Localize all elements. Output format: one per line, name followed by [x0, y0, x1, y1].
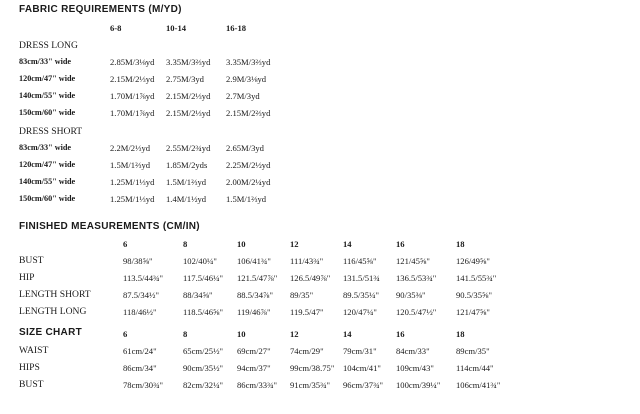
size-chart-header-6: 6	[123, 329, 128, 339]
measurements-cell: 121/45⅝"	[396, 256, 430, 266]
measurements-cell: 141.5/55¾"	[456, 273, 497, 283]
size-chart-title: SIZE CHART	[19, 327, 82, 338]
fabric-cell: 1.5M/1⅔yd	[226, 194, 267, 204]
fabric-cell: 1.70M/1⅞yd	[110, 91, 155, 101]
size-chart-cell: 84cm/33"	[396, 346, 430, 356]
fabric-row-label: 150cm/60" wide	[19, 108, 76, 117]
fabric-row-label: 140cm/55" wide	[19, 91, 76, 100]
measurements-cell: 121.5/47⅞"	[237, 273, 278, 283]
size-chart-cell: 61cm/24"	[123, 346, 157, 356]
size-chart-cell: 82cm/32¼"	[183, 380, 224, 390]
measurements-header-8: 8	[183, 239, 188, 249]
size-chart-cell: 100cm/39¼"	[396, 380, 441, 390]
measurements-cell: 88/34⅝"	[183, 290, 213, 300]
measurements-cell: 89/35"	[290, 290, 314, 300]
size-chart-cell: 104cm/41"	[343, 363, 381, 373]
size-chart-header-8: 8	[183, 329, 188, 339]
fabric-cell: 2.75M/3yd	[166, 74, 204, 84]
measurements-cell: 126/49⅝"	[456, 256, 490, 266]
fabric-cell: 3.35M/3⅔yd	[226, 57, 271, 67]
fabric-cell: 2.9M/3⅛yd	[226, 74, 267, 84]
fabric-cell: 2.65M/3yd	[226, 143, 264, 153]
size-chart-header-14: 14	[343, 329, 352, 339]
measurements-row-label-bust: BUST	[19, 255, 44, 266]
size-chart-cell: 86cm/34"	[123, 363, 157, 373]
fabric-cell: 1.5M/1⅔yd	[166, 177, 207, 187]
fabric-cell: 2.00M/2¼yd	[226, 177, 271, 187]
size-chart-row-label-waist: WAIST	[19, 345, 49, 356]
size-chart-cell: 65cm/25½"	[183, 346, 224, 356]
measurements-cell: 106/41¾"	[237, 256, 271, 266]
size-chart-cell: 78cm/30¾"	[123, 380, 164, 390]
measurements-cell: 90/35⅜"	[396, 290, 426, 300]
size-chart-cell: 86cm/33¾"	[237, 380, 278, 390]
fabric-row-label: 120cm/47" wide	[19, 160, 76, 169]
finished-measurements-title: FINISHED MEASUREMENTS (CM/IN)	[19, 221, 200, 232]
measurements-header-18: 18	[456, 239, 465, 249]
fabric-cell: 2.15M/2⅓yd	[110, 74, 155, 84]
measurements-cell: 98/38⅝"	[123, 256, 153, 266]
measurements-cell: 136.5/53¾"	[396, 273, 437, 283]
measurements-cell: 118.5/46⅝"	[183, 307, 223, 317]
measurements-cell: 111/43¾"	[290, 256, 324, 266]
measurements-cell: 120.5/47½"	[396, 307, 437, 317]
fabric-requirements-title: FABRIC REQUIREMENTS (M/YD)	[19, 4, 182, 15]
size-chart-header-16: 16	[396, 329, 405, 339]
measurements-cell: 120/47¼"	[343, 307, 377, 317]
fabric-cell: 2.15M/2⅓yd	[166, 91, 211, 101]
fabric-cell: 1.5M/1⅔yd	[110, 160, 151, 170]
fabric-cell: 2.7M/3yd	[226, 91, 260, 101]
fabric-header-16-18: 16-18	[226, 23, 247, 33]
measurements-header-12: 12	[290, 239, 299, 249]
fabric-header-6-8: 6-8	[110, 23, 122, 33]
size-chart-cell: 114cm/44"	[456, 363, 494, 373]
size-chart-cell: 94cm/37"	[237, 363, 271, 373]
measurements-cell: 90.5/35⅝"	[456, 290, 492, 300]
measurements-header-16: 16	[396, 239, 405, 249]
size-chart-cell: 91cm/35¾"	[290, 380, 331, 390]
measurements-cell: 102/40¼"	[183, 256, 217, 266]
fabric-cell: 3.35M/3⅔yd	[166, 57, 211, 67]
measurements-cell: 121/47⅝"	[456, 307, 490, 317]
fabric-row-label: 140cm/55" wide	[19, 177, 76, 186]
measurements-header-10: 10	[237, 239, 246, 249]
measurements-cell: 131.5/51¾	[343, 273, 380, 283]
size-chart-cell: 90cm/35½"	[183, 363, 224, 373]
measurements-row-label-length-long: LENGTH LONG	[19, 306, 87, 317]
size-chart-cell: 106cm/41¾"	[456, 380, 501, 390]
fabric-group-dress-long: DRESS LONG	[19, 40, 78, 51]
size-chart-cell: 69cm/27"	[237, 346, 271, 356]
size-chart-cell: 74cm/29"	[290, 346, 324, 356]
size-chart-header-10: 10	[237, 329, 246, 339]
fabric-cell: 2.2M/2⅓yd	[110, 143, 151, 153]
measurements-cell: 119/46⅞"	[237, 307, 271, 317]
measurements-header-14: 14	[343, 239, 352, 249]
fabric-cell: 2.15M/2⅓yd	[166, 108, 211, 118]
size-chart-cell: 99cm/38.75"	[290, 363, 335, 373]
measurements-cell: 118/46½"	[123, 307, 157, 317]
fabric-cell: 2.85M/3⅛yd	[110, 57, 155, 67]
size-chart-row-label-hips: HIPS	[19, 362, 40, 373]
size-chart-cell: 109cm/43"	[396, 363, 434, 373]
fabric-row-label: 150cm/60" wide	[19, 194, 76, 203]
fabric-header-10-14: 10-14	[166, 23, 187, 33]
size-chart-cell: 89cm/35"	[456, 346, 490, 356]
fabric-cell: 1.85M/2yds	[166, 160, 208, 170]
size-chart-header-12: 12	[290, 329, 299, 339]
measurements-cell: 119.5/47"	[290, 307, 324, 317]
fabric-group-dress-short: DRESS SHORT	[19, 126, 83, 137]
measurements-cell: 87.5/34½"	[123, 290, 159, 300]
size-chart-cell: 96cm/37¾"	[343, 380, 384, 390]
measurements-cell: 117.5/46¼"	[183, 273, 223, 283]
fabric-row-label: 83cm/33" wide	[19, 57, 72, 66]
fabric-row-label: 83cm/33" wide	[19, 143, 72, 152]
fabric-cell: 1.25M/1⅓yd	[110, 194, 155, 204]
measurements-cell: 113.5/44¾"	[123, 273, 163, 283]
size-chart-row-label-bust: BUST	[19, 379, 44, 390]
measurements-cell: 88.5/34⅞"	[237, 290, 273, 300]
measurements-row-label-hip: HIP	[19, 272, 35, 283]
fabric-cell: 1.4M/1½yd	[166, 194, 207, 204]
fabric-cell: 2.55M/2¾yd	[166, 143, 211, 153]
size-chart-cell: 79cm/31"	[343, 346, 377, 356]
measurements-header-6: 6	[123, 239, 128, 249]
measurements-cell: 89.5/35¼"	[343, 290, 379, 300]
fabric-row-label: 120cm/47" wide	[19, 74, 76, 83]
fabric-cell: 1.70M/1⅞yd	[110, 108, 155, 118]
measurements-cell: 126.5/49⅞"	[290, 273, 331, 283]
measurements-cell: 116/45⅝"	[343, 256, 377, 266]
size-chart-header-18: 18	[456, 329, 465, 339]
fabric-cell: 2.25M/2½yd	[226, 160, 271, 170]
fabric-cell: 1.25M/1⅓yd	[110, 177, 155, 187]
measurements-row-label-length-short: LENGTH SHORT	[19, 289, 91, 300]
fabric-cell: 2.15M/2⅔yd	[226, 108, 271, 118]
